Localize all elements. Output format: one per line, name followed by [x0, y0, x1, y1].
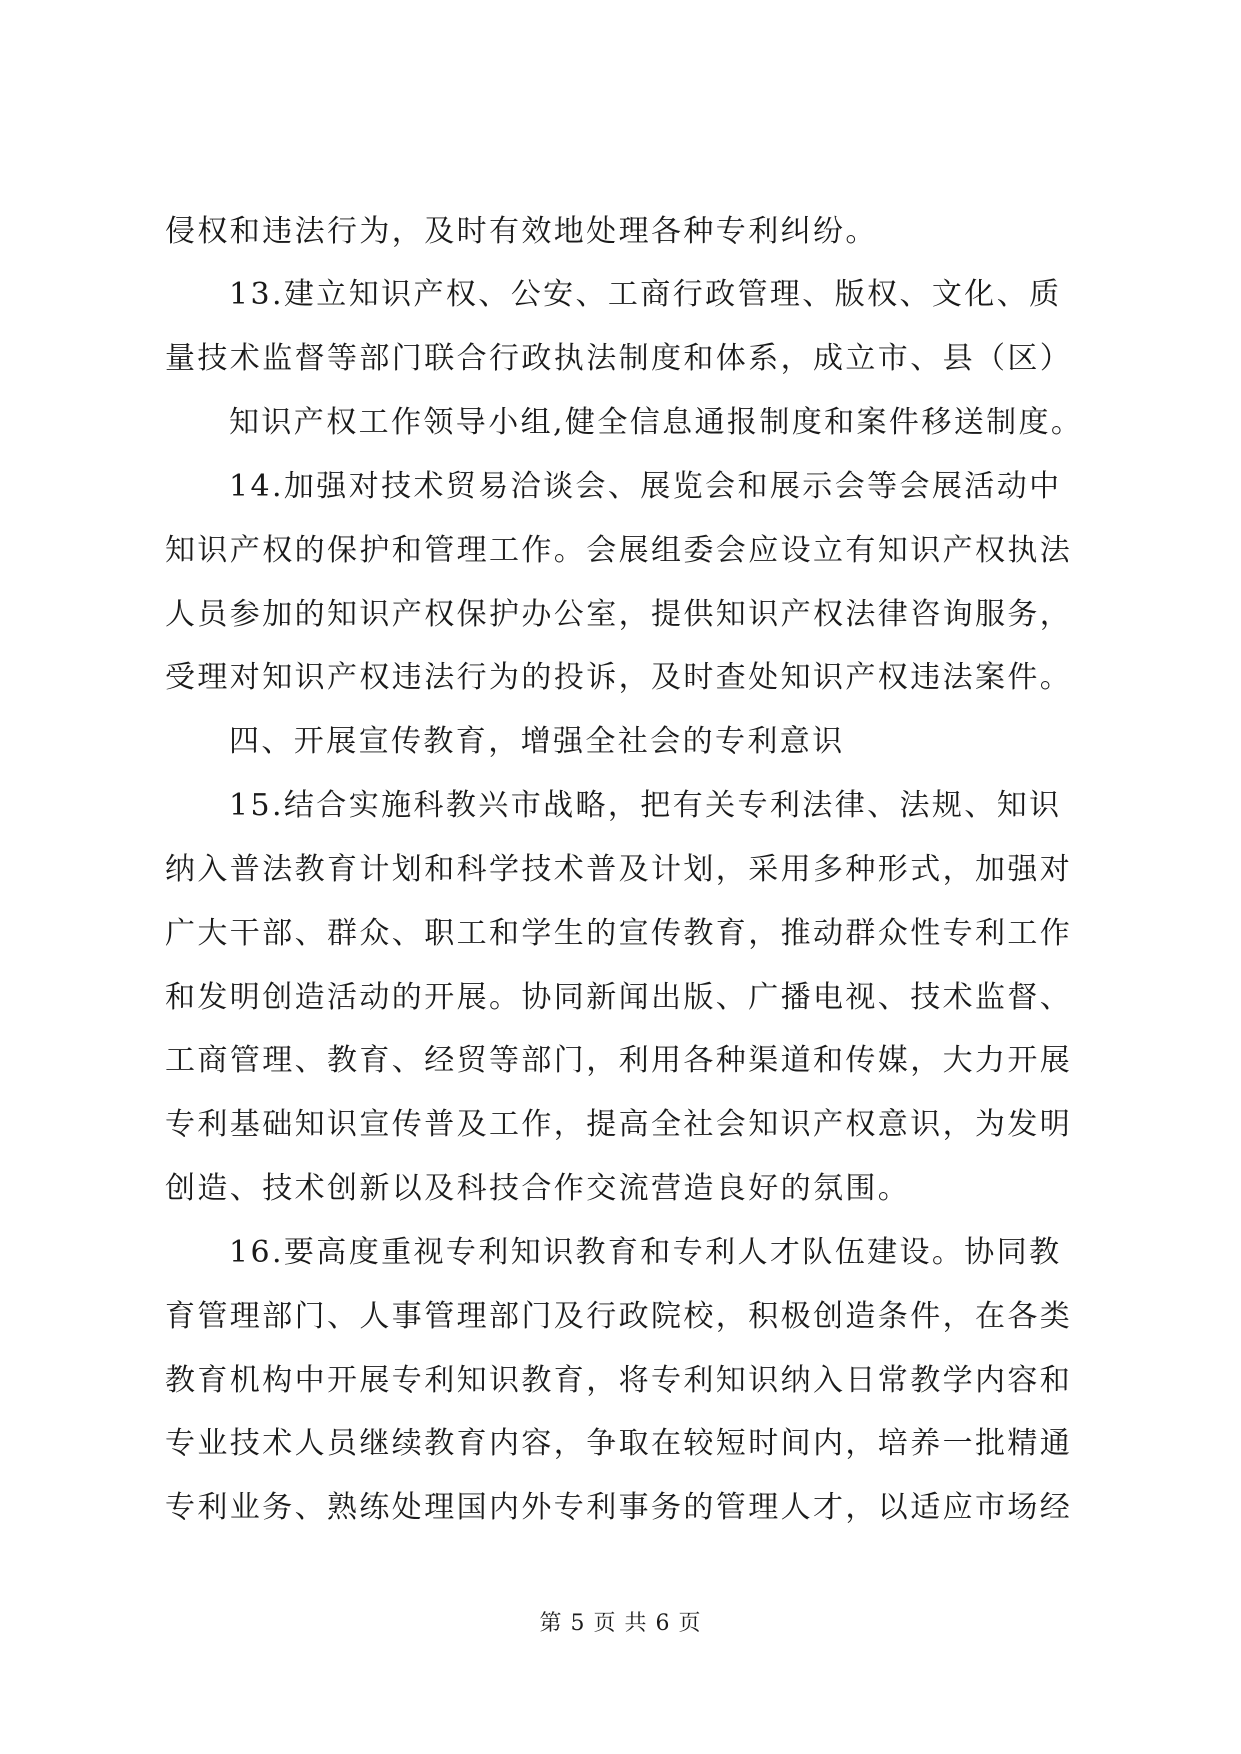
text-line: 和发明创造活动的开展。协同新闻出版、广播电视、技术监督、	[165, 980, 1073, 1015]
text-line: 侵权和违法行为，及时有效地处理各种专利纠纷。	[165, 214, 878, 249]
text-line: 人员参加的知识产权保护办公室，提供知识产权法律咨询服务，	[165, 597, 1073, 632]
text-line: 创造、技术创新以及科技合作交流营造良好的氛围。	[165, 1171, 911, 1206]
text-line: 知识产权工作领导小组,健全信息通报制度和案件移送制度。	[229, 405, 1084, 440]
section-heading: 四、开展宣传教育，增强全社会的专利意识	[229, 724, 845, 759]
text-line: 纳入普法教育计划和科学技术普及计划，采用多种形式，加强对	[165, 852, 1073, 887]
text-line: 15.结合实施科教兴市战略，把有关专利法律、法规、知识	[229, 788, 1062, 823]
text-line: 广大干部、群众、职工和学生的宣传教育，推动群众性专利工作	[165, 916, 1073, 951]
page-number-footer: 第 5 页 共 6 页	[539, 1611, 702, 1636]
text-line: 13.建立知识产权、公安、工商行政管理、版权、文化、质	[229, 277, 1062, 312]
text-line: 量技术监督等部门联合行政执法制度和体系，成立市、县（区）	[165, 341, 1073, 376]
text-line: 14.加强对技术贸易洽谈会、展览会和展示会等会展活动中	[229, 469, 1062, 504]
text-line: 育管理部门、人事管理部门及行政院校，积极创造条件，在各类	[165, 1299, 1073, 1334]
text-line: 专利基础知识宣传普及工作，提高全社会知识产权意识，为发明	[165, 1107, 1073, 1142]
text-line: 受理对知识产权违法行为的投诉，及时查处知识产权违法案件。	[165, 660, 1073, 695]
text-line: 工商管理、教育、经贸等部门，利用各种渠道和传媒，大力开展	[165, 1043, 1073, 1078]
text-line: 专利业务、熟练处理国内外专利事务的管理人才，以适应市场经	[165, 1490, 1073, 1525]
text-line: 知识产权的保护和管理工作。会展组委会应设立有知识产权执法	[165, 533, 1073, 568]
text-line: 教育机构中开展专利知识教育，将专利知识纳入日常教学内容和	[165, 1363, 1073, 1398]
text-line: 专业技术人员继续教育内容，争取在较短时间内，培养一批精通	[165, 1426, 1073, 1461]
text-line: 16.要高度重视专利知识教育和专利人才队伍建设。协同教	[229, 1235, 1062, 1270]
